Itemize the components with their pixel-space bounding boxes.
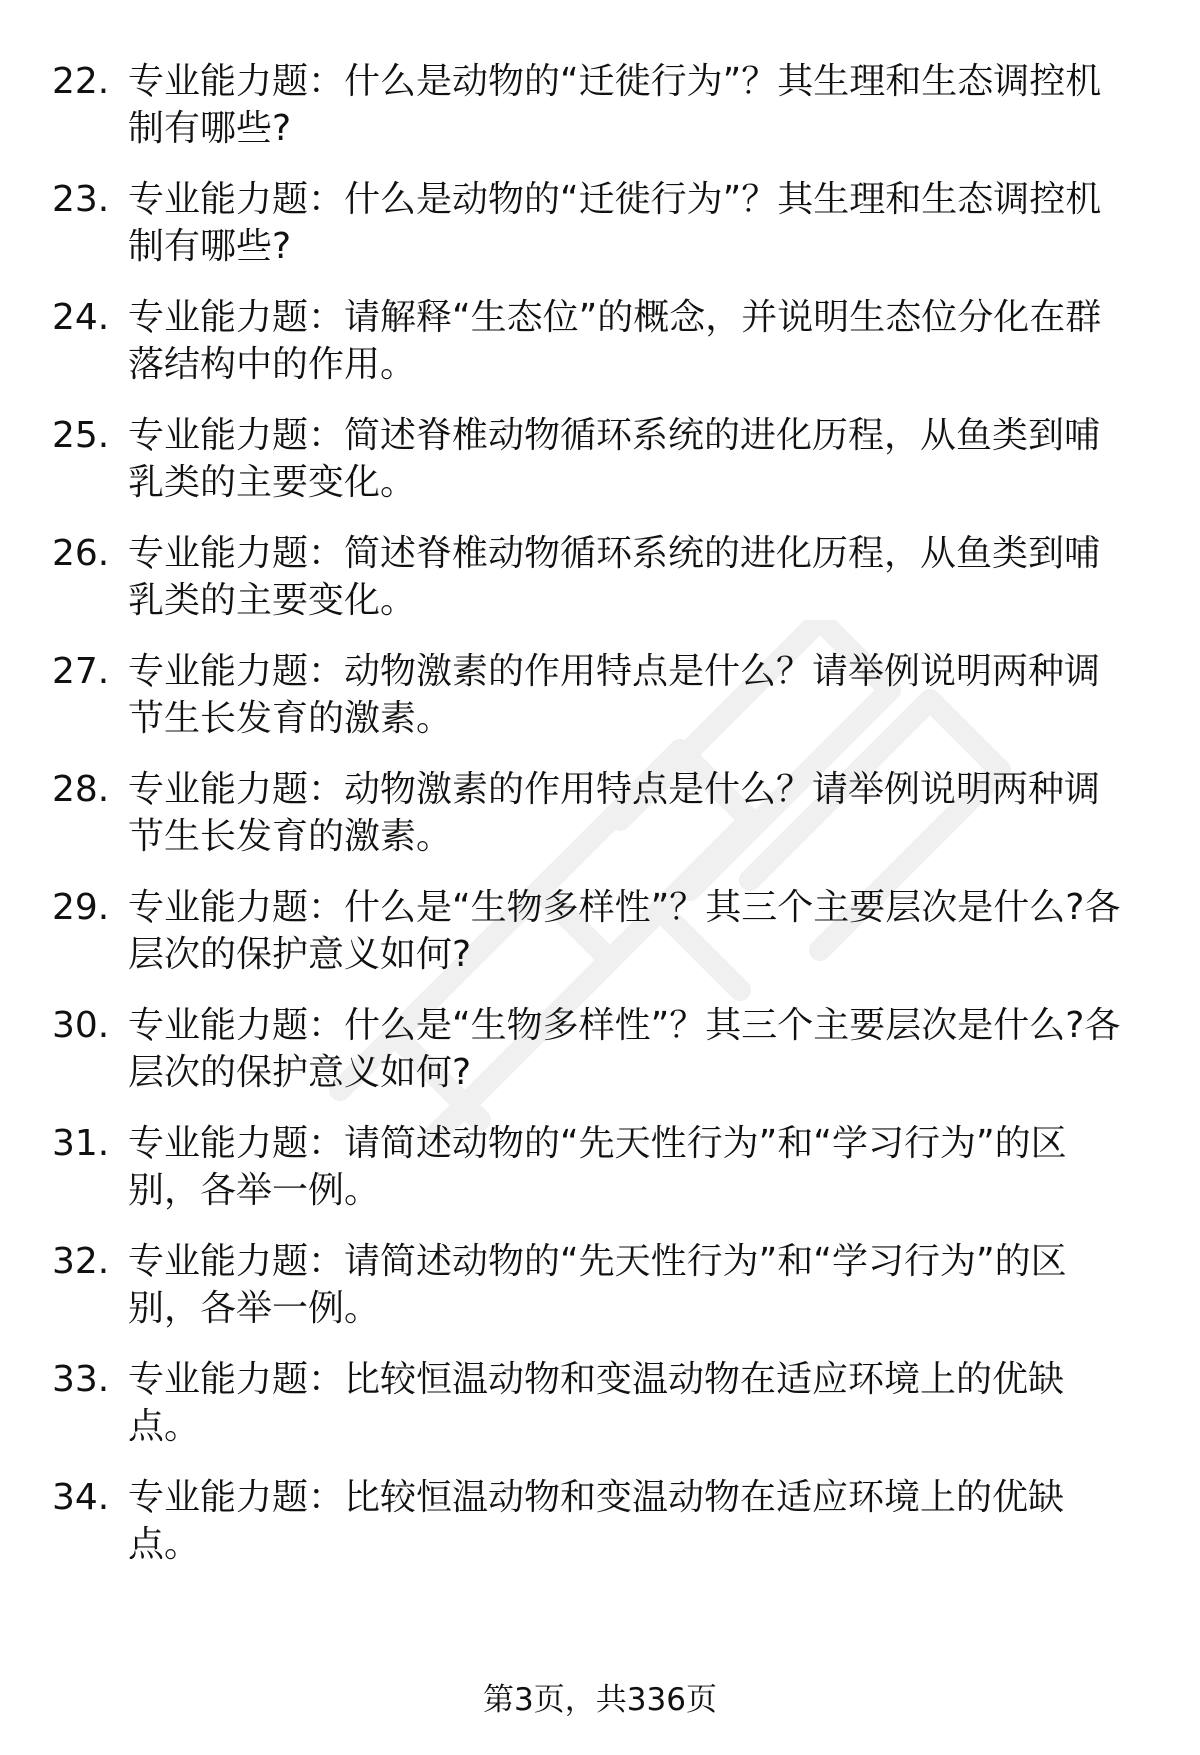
question-number: 31.	[52, 1123, 110, 1164]
question-item	[52, 1002, 1152, 1096]
question-number: 25.	[52, 415, 110, 456]
question-number: 34.	[52, 1477, 110, 1518]
question-number: 29.	[52, 887, 110, 928]
question-number: 26.	[52, 533, 110, 574]
question-item	[52, 1474, 1152, 1568]
question-item	[52, 1120, 1152, 1214]
question-number: 32.	[52, 1241, 110, 1282]
question-number: 22.	[52, 61, 110, 102]
question-text: 专业能力题：动物激素的作用特点是什么？请举例说明两种调节生长发育的激素。	[128, 651, 1101, 739]
question-text: 专业能力题：请简述动物的“先天性行为”和“学习行为”的区别，各举一例。	[128, 1123, 1067, 1211]
question-number: 33.	[52, 1359, 110, 1400]
question-text: 专业能力题：简述脊椎动物循环系统的进化历程，从鱼类到哺乳类的主要变化。	[128, 533, 1101, 621]
question-item	[52, 58, 1152, 152]
question-text: 专业能力题：动物激素的作用特点是什么？请举例说明两种调节生长发育的激素。	[128, 769, 1101, 857]
question-text: 专业能力题：比较恒温动物和变温动物在适应环境上的优缺点。	[128, 1477, 1065, 1565]
question-number: 23.	[52, 179, 110, 220]
question-item	[52, 412, 1152, 506]
question-number: 24.	[52, 297, 110, 338]
question-text: 专业能力题：什么是动物的“迁徙行为”？其生理和生态调控机制有哪些?	[128, 179, 1102, 267]
question-item	[52, 648, 1152, 742]
page-footer: 第3页，共336页	[483, 1682, 717, 1718]
question-item	[52, 766, 1152, 860]
question-item	[52, 176, 1152, 270]
question-text: 专业能力题：什么是“生物多样性”？其三个主要层次是什么?各层次的保护意义如何?	[128, 887, 1121, 975]
question-text: 专业能力题：比较恒温动物和变温动物在适应环境上的优缺点。	[128, 1359, 1065, 1447]
question-number: 27.	[52, 651, 110, 692]
question-item	[52, 1356, 1152, 1450]
question-item	[52, 530, 1152, 624]
question-number: 30.	[52, 1005, 110, 1046]
question-number: 28.	[52, 769, 110, 810]
question-text: 专业能力题：什么是动物的“迁徙行为”？其生理和生态调控机制有哪些?	[128, 61, 1102, 149]
question-item	[52, 884, 1152, 978]
question-text: 专业能力题：简述脊椎动物循环系统的进化历程，从鱼类到哺乳类的主要变化。	[128, 415, 1101, 503]
question-text: 专业能力题：请解释“生态位”的概念，并说明生态位分化在群落结构中的作用。	[128, 297, 1102, 385]
question-item	[52, 294, 1152, 388]
question-text: 专业能力题：请简述动物的“先天性行为”和“学习行为”的区别，各举一例。	[128, 1241, 1067, 1329]
question-item	[52, 1238, 1152, 1332]
question-text: 专业能力题：什么是“生物多样性”？其三个主要层次是什么?各层次的保护意义如何?	[128, 1005, 1121, 1093]
